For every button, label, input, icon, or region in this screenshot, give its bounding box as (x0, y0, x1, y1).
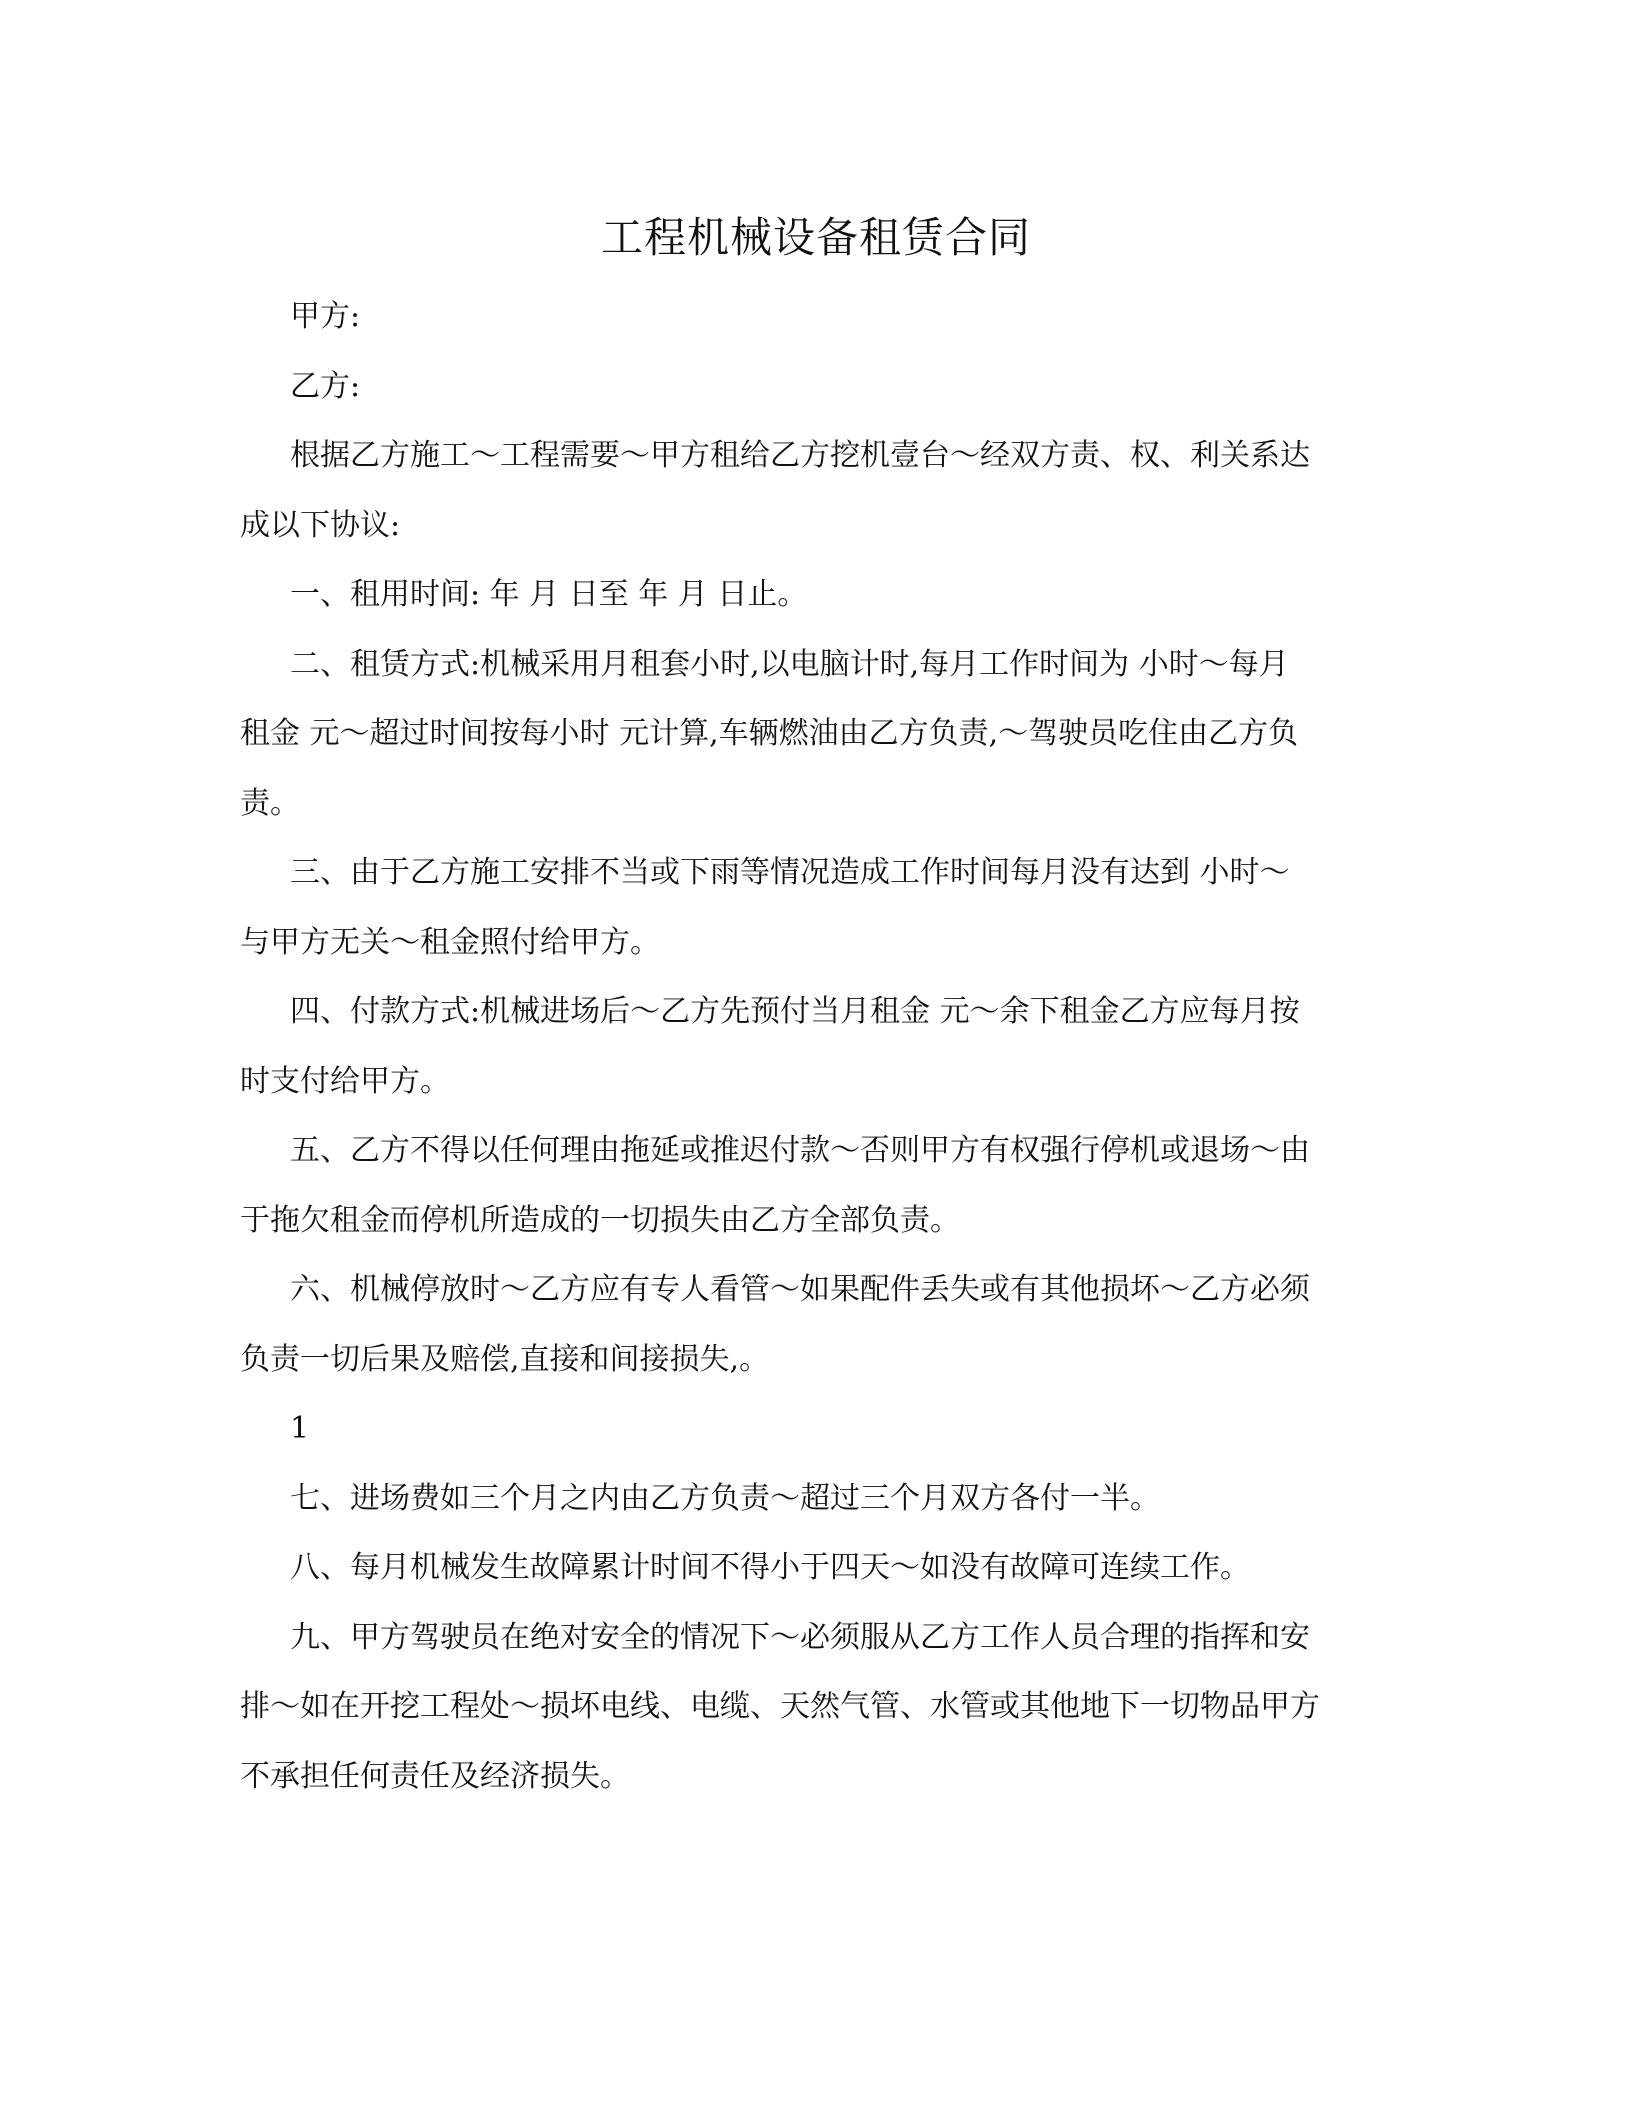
clause-3-line-1: 三、由于乙方施工安排不当或下雨等情况造成工作时间每月没有达到 小时～ (290, 855, 1290, 890)
document-title: 工程机械设备租赁合同 (600, 213, 1031, 262)
clause-5-line-1: 五、乙方不得以任何理由拖延或推迟付款～否则甲方有权强行停机或退场～由 (290, 1133, 1310, 1168)
clause-3-line-2: 与甲方无关～租金照付给甲方。 (240, 924, 660, 960)
clause-6-line-2: 负责一切后果及赔偿,直接和间接损失,。 (240, 1341, 770, 1377)
clause-1-line-1: 一、租用时间: 年 月 日至 年 月 日止。 (290, 577, 808, 612)
clause-9-line-2: 排～如在开挖工程处～损坏电线、电缆、天然气管、水管或其他地下一切物品甲方 (240, 1689, 1320, 1724)
clause-8-line-1: 八、每月机械发生故障累计时间不得小于四天～如没有故障可连续工作。 (290, 1550, 1250, 1585)
clause-9-line-1: 九、甲方驾驶员在绝对安全的情况下～必须服从乙方工作人员合理的指挥和安 (290, 1619, 1310, 1655)
page-number: 1 (290, 1411, 310, 1446)
clause-2-line-3: 责。 (240, 785, 300, 821)
party-a-label: 甲方: (290, 299, 361, 334)
party-b-label: 乙方: (290, 368, 361, 404)
document-body (240, 282, 1368, 1811)
clause-2-line-2: 租金 元～超过时间按每小时 元计算,车辆燃油由乙方负责,～驾驶员吃住由乙方负 (240, 716, 1299, 751)
clause-5-line-2: 于拖欠租金而停机所造成的一切损失由乙方全部负责。 (240, 1202, 960, 1238)
clause-4-line-2: 时支付给甲方。 (240, 1063, 450, 1099)
clause-4-line-1: 四、付款方式:机械进场后～乙方先预付当月租金 元～余下租金乙方应每月按 (290, 994, 1300, 1029)
clause-2-line-1: 二、租赁方式:机械采用月租套小时,以电脑计时,每月工作时间为 小时～每月 (290, 646, 1289, 682)
clause-7-line-1: 七、进场费如三个月之内由乙方负责～超过三个月双方各付一半。 (290, 1480, 1160, 1516)
intro-line-1: 根据乙方施工～工程需要～甲方租给乙方挖机壹台～经双方责、权、利关系达 (290, 438, 1310, 473)
clause-6-line-1: 六、机械停放时～乙方应有专人看管～如果配件丢失或有其他损坏～乙方必须 (290, 1272, 1310, 1307)
intro-line-2: 成以下协议: (240, 507, 401, 543)
clause-9-line-3: 不承担任何责任及经济损失。 (240, 1758, 630, 1794)
